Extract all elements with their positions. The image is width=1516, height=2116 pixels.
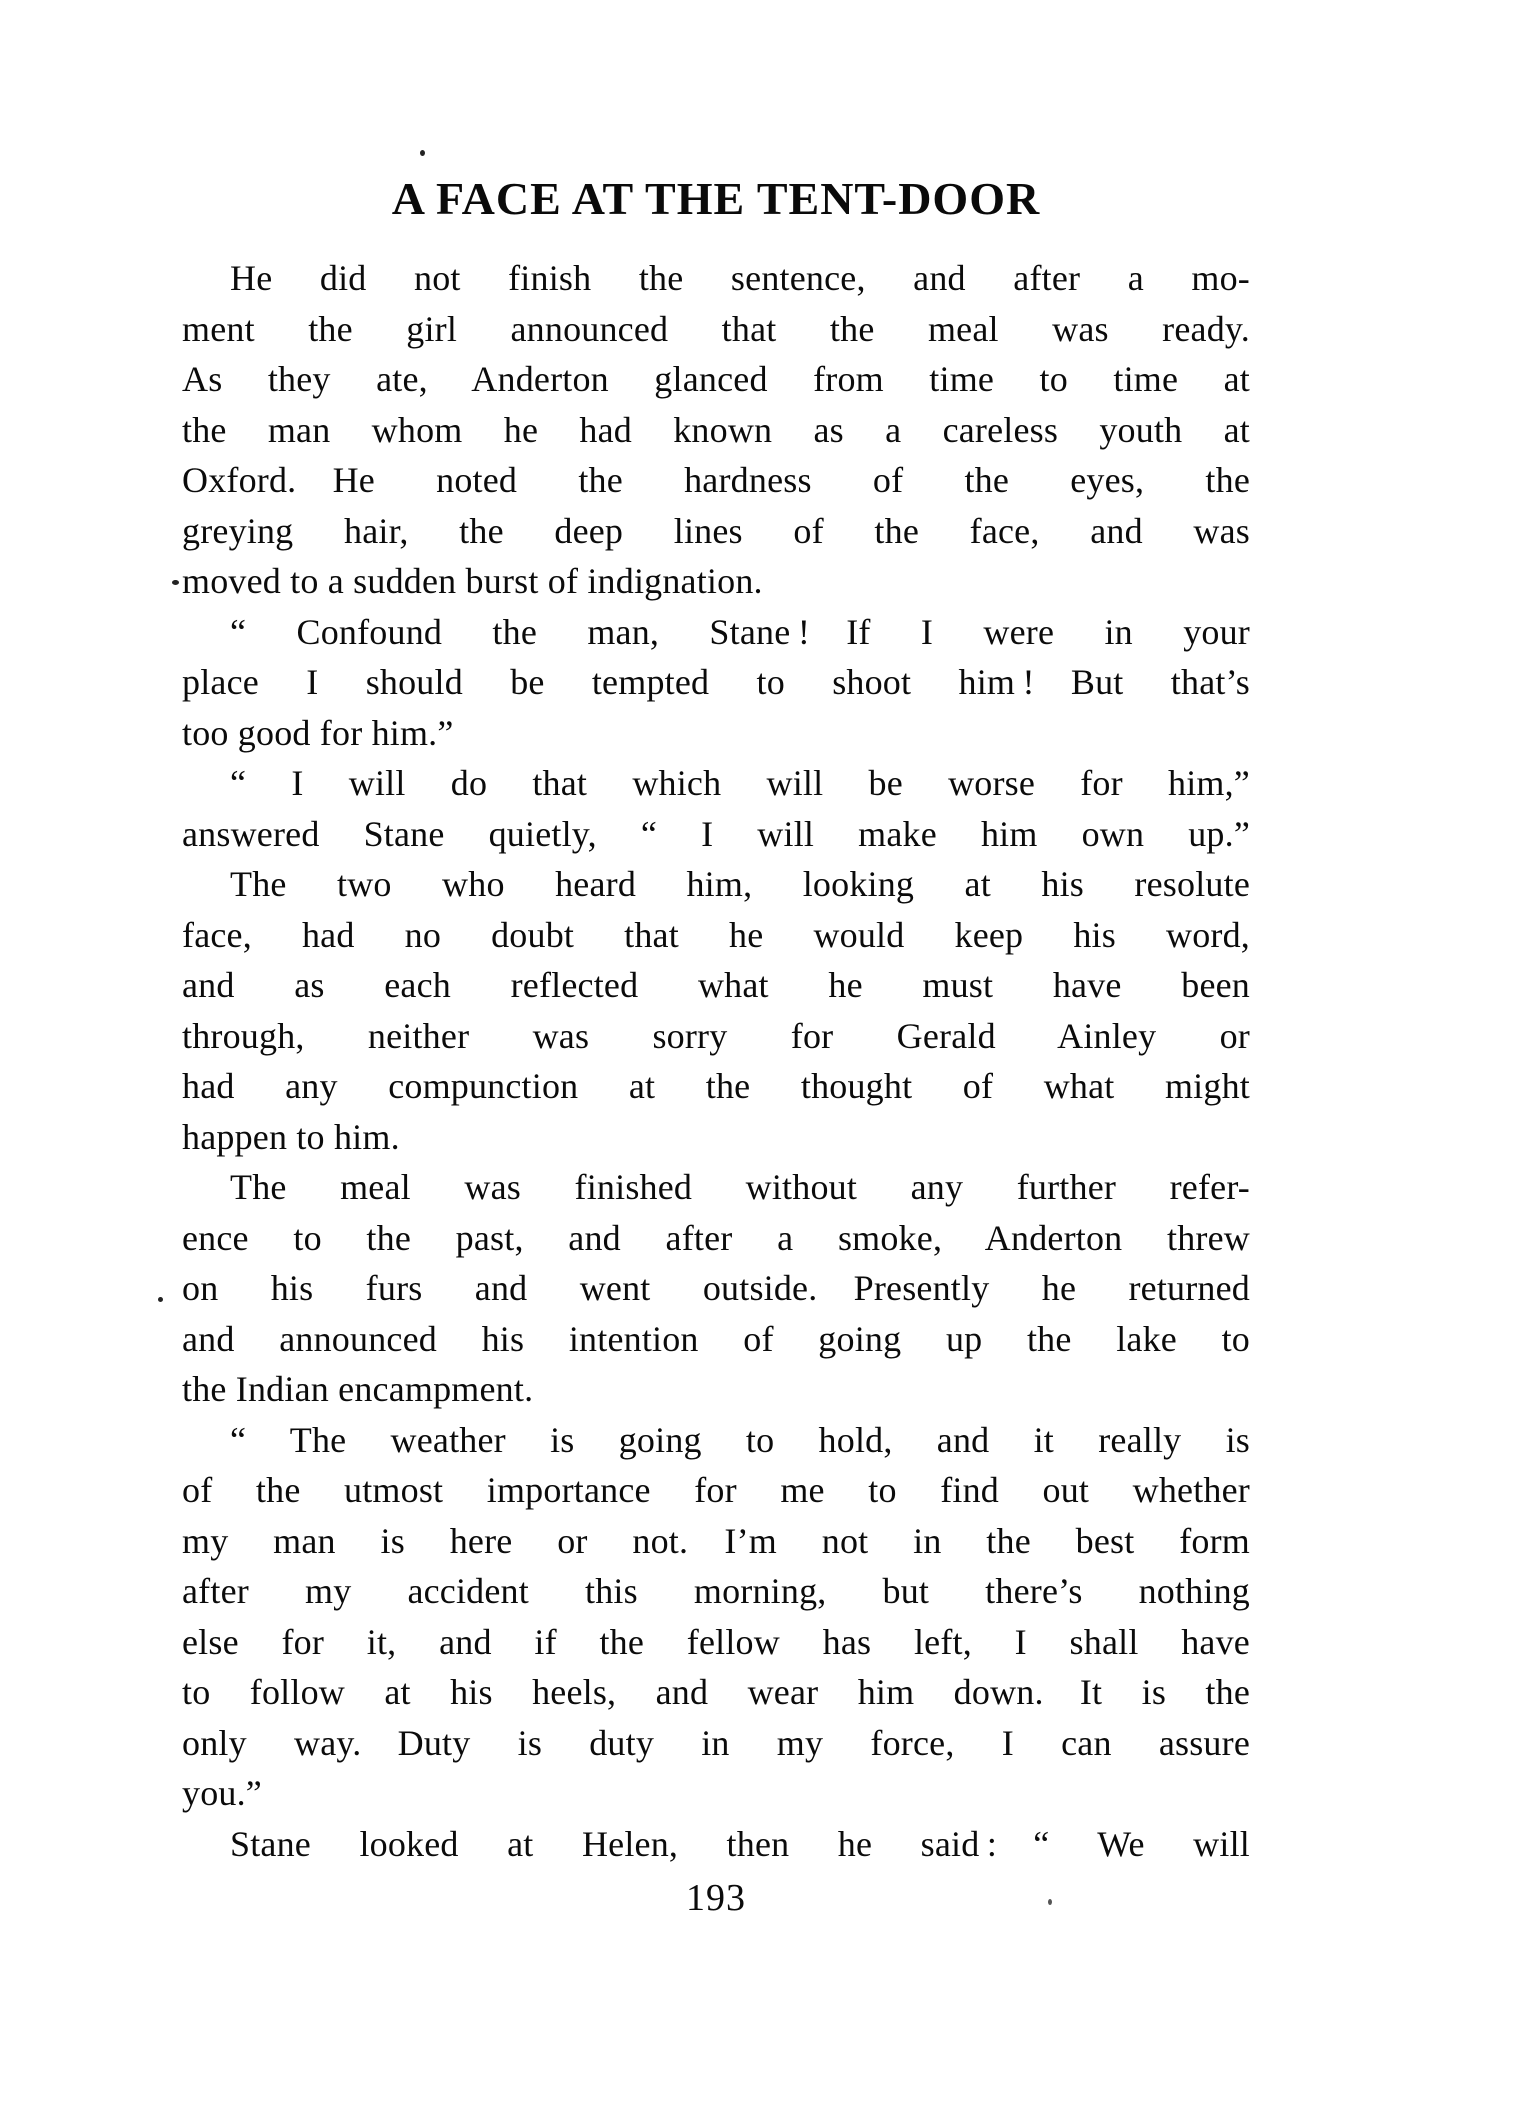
text-line: to follow at his heels, and wear him down. It is the — [182, 1672, 1250, 1712]
scan-speck — [420, 150, 425, 156]
text-line: face, had no doubt that he would keep his word, — [182, 914, 1250, 955]
text-line: ence to the past, and after a smoke, Anderton threw — [182, 1217, 1250, 1258]
text-line: greying hair, the deep lines of the face, and was — [182, 510, 1250, 551]
text-line: on his furs and went outside. Presently he returned — [182, 1268, 1250, 1308]
text-line: the man whom he had known as a careless youth at — [182, 409, 1250, 450]
text-line: Stane looked at Helen, then he said : “ We will — [230, 1823, 1250, 1864]
text-line: only way. Duty is duty in my force, I can assure — [182, 1722, 1250, 1763]
text-line: had any compunction at the thought of what might — [182, 1066, 1250, 1106]
text-line: my man is here or not. I’m not in the best form — [182, 1520, 1250, 1561]
text-line: He did not finish the sentence, and after a mo- — [230, 258, 1250, 298]
text-line: after my accident this morning, but there’s nothing — [182, 1571, 1250, 1611]
text-line: “ Confound the man, Stane ! If I were in your — [230, 611, 1250, 652]
scan-speck — [158, 1297, 163, 1302]
text-line: else for it, and if the fellow has left, I shall have — [182, 1621, 1250, 1662]
text-line: happen to him. — [182, 1116, 400, 1157]
text-line: moved to a sudden burst of indignation. — [182, 561, 763, 601]
text-line: the Indian encampment. — [182, 1369, 534, 1409]
text-line: The two who heard him, looking at his resolute — [230, 864, 1250, 904]
scan-speck — [172, 580, 179, 585]
text-line: too good for him.” — [182, 712, 454, 753]
page-number: 193 — [686, 1877, 746, 1919]
text-line: place I should be tempted to shoot him ! But that’s — [182, 662, 1250, 702]
chapter-heading: A FACE AT THE TENT-DOOR — [391, 173, 1041, 224]
text-line: of the utmost importance for me to find out whether — [182, 1470, 1250, 1510]
text-line: ment the girl announced that the meal was ready. — [182, 308, 1250, 349]
text-line: The meal was finished without any further refer- — [230, 1167, 1250, 1207]
text-line: answered Stane quietly, “ I will make him own up.” — [182, 813, 1250, 854]
text-line: “ I will do that which will be worse for him,” — [230, 763, 1250, 803]
text-line: you.” — [182, 1773, 262, 1813]
text-line: and announced his intention of going up the lake to — [182, 1318, 1250, 1359]
text-line: “ The weather is going to hold, and it really is — [230, 1419, 1250, 1460]
text-line: and as each reflected what he must have been — [182, 965, 1250, 1005]
text-line: through, neither was sorry for Gerald Ainley or — [182, 1015, 1250, 1056]
text-line: As they ate, Anderton glanced from time to time at — [182, 359, 1250, 399]
text-line: Oxford. He noted the hardness of the eyes, the — [182, 460, 1250, 500]
body-text — [182, 253, 1250, 1869]
